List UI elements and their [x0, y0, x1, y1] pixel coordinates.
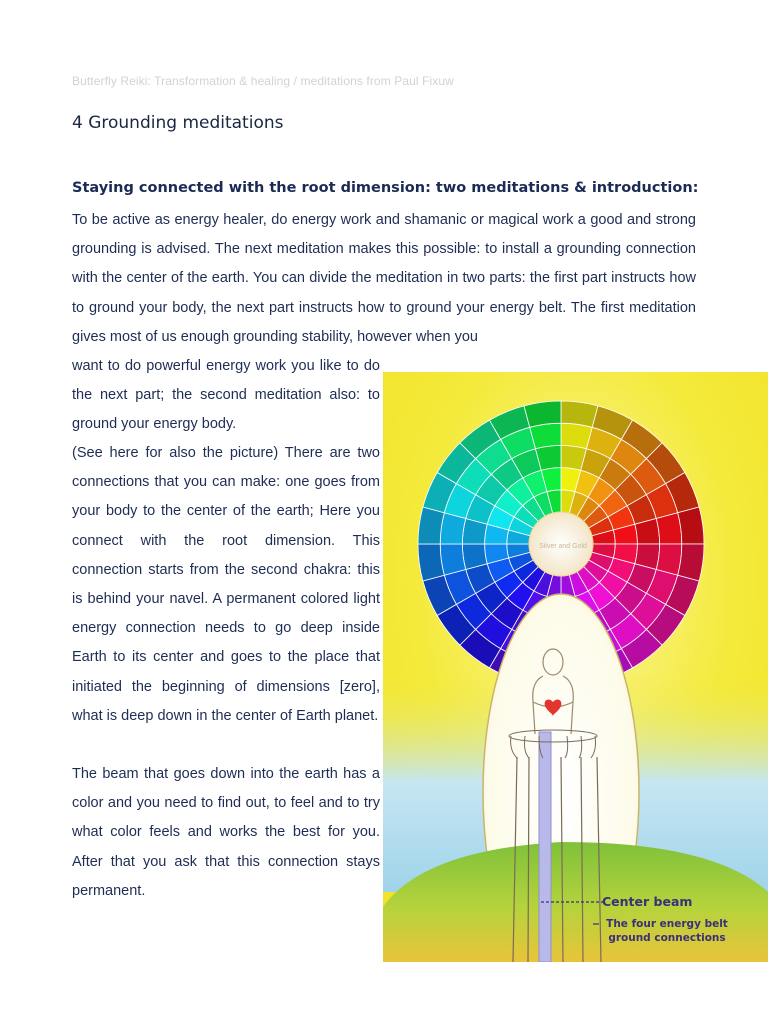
- center-beam: [539, 732, 551, 962]
- color-wheel-segment: [678, 544, 704, 581]
- chapter-title: 4 Grounding meditations: [72, 113, 284, 133]
- color-wheel-segment: [656, 513, 682, 544]
- color-wheel-segment: [440, 544, 466, 575]
- column-paragraph-3: [72, 760, 380, 906]
- color-wheel-segment: [678, 507, 704, 544]
- column-paragraph-3-text: The beam that goes down into the earth has a color and you need to find out, to feel and to try what color feels and works the best for you. After that you ask that this connection stays permanent.: [72, 766, 380, 899]
- color-wheel-segment: [530, 423, 561, 449]
- column-paragraph-2: [72, 439, 380, 731]
- section-heading: Staying connected with the root dimension: two meditations & introduction:: [72, 180, 699, 196]
- intro-paragraph-text: To be active as energy healer, do energy work and shamanic or magical work a good and strong grounding is advised. The next meditation makes this possible: to install a grounding connection with the center of the earth. You can divide the meditation in two parts: the first part instructs how to ground your body, the next part instructs how to ground your energy belt. The first meditation gives most of us enough grounding stability, however when you: [72, 212, 696, 345]
- color-wheel-segment: [418, 507, 444, 544]
- column-paragraph-1-text: want to do powerful energy work you like to do the next part; the second meditation also: to ground your energy body.: [72, 358, 380, 433]
- illustration-svg: [383, 372, 768, 962]
- color-wheel-segment: [524, 401, 561, 427]
- column-paragraph-2-text: (See here for also the picture) There are two connections that you can make: one goes from your body to the center of the earth; Here you connect with the root dimension. This connection starts from the second chakra: this is behind your navel. A permanent colored light energy connection needs to go deep inside Earth to its center and goes to the place that initiated the beginning of dimensions [zero], what is deep down in the center of Earth planet.: [72, 445, 380, 724]
- grounding-illustration: [383, 372, 768, 962]
- center-beam-label: Center beam: [602, 894, 693, 909]
- intro-paragraph: [72, 206, 696, 352]
- color-wheel-segment: [418, 544, 444, 581]
- silver-gold-label: Silver and Gold: [539, 543, 587, 550]
- energy-belt-label: The four energy belt ground connections: [606, 918, 728, 944]
- running-header: Butterfly Reiki: Transformation & healing / meditations from Paul Fixuw: [72, 74, 454, 88]
- color-wheel-segment: [561, 401, 598, 427]
- column-paragraph-1: [72, 352, 380, 440]
